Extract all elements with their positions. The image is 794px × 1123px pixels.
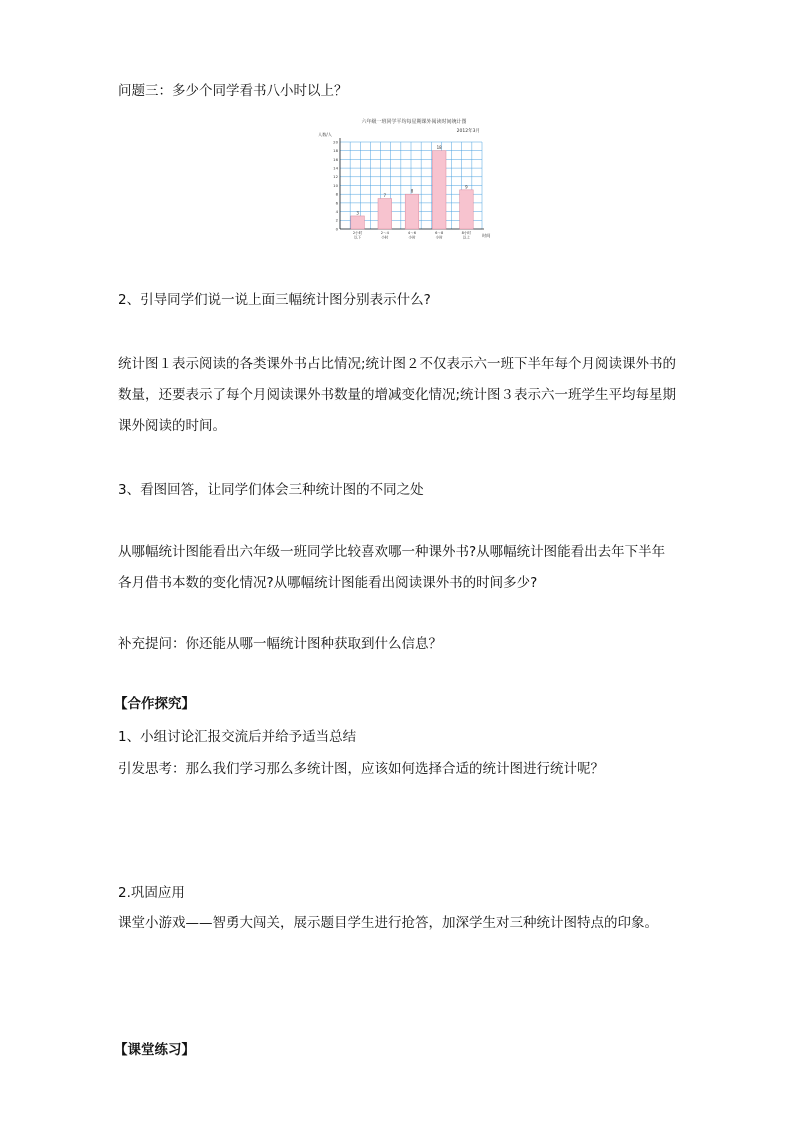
chart-y-tick-label: 4 (335, 209, 338, 214)
chart-y-tick-label: 0 (335, 226, 338, 232)
chart-bar-value-label: 18 (436, 145, 442, 151)
consolidate-heading: 2.巩固应用 (118, 885, 185, 901)
chart-bars (351, 145, 473, 229)
chart-x-tick-label: 6～8 (435, 231, 444, 235)
chart-y-tick-label: 20 (333, 139, 338, 145)
chart-y-tick-label: 18 (333, 148, 338, 154)
chart-bar-value-label: 9 (465, 184, 468, 190)
supplement-question: 补充提问：你还能从哪一幅统计图种获取到什么信息？ (118, 636, 442, 652)
chart-y-tick-label: 12 (333, 174, 338, 180)
chart-x-tick-label: 以上 (462, 235, 470, 240)
chart-y-tick-label: 2 (335, 217, 338, 223)
chart-y-tick-label: 10 (333, 182, 338, 188)
chart-x-tick-label: 2小时 (352, 231, 363, 235)
chart-canvas (314, 116, 496, 246)
chart-x-tick-label: 4～6 (407, 231, 417, 235)
coop-item-one: 1、小组讨论汇报交流后并给予适当总结 (118, 729, 357, 745)
reading-time-bar-chart (314, 116, 496, 246)
classroom-game: 课堂小游戏——智勇大闯关，展示题目学生进行抢答，加深学生对三种统计图特点的印象。 (118, 915, 658, 931)
chart-bar (432, 151, 446, 229)
chart-x-tick-label: 小时 (408, 235, 416, 240)
chart-y-ticks (333, 139, 338, 231)
chart-x-tick-label: 以下 (354, 235, 362, 240)
item-three-question: 从哪幅统计图能看出六年级一班同学比较喜欢哪一种课外书?从哪幅统计图能看出去年下半年各月借书本数的变化情况?从哪幅统计图能看出阅读课外书的时间多少? (118, 544, 666, 591)
section-cooperative-inquiry: 【合作探究】 (114, 696, 195, 712)
chart-y-tick-label: 14 (333, 165, 338, 171)
chart-bar-value-label: 7 (383, 193, 387, 199)
chart-y-axis-label: 人数/人 (318, 132, 332, 137)
section-class-practice: 【课堂练习】 (114, 1042, 195, 1058)
chart-date: 2012年3月 (456, 129, 480, 134)
chart-y-tick-label: 6 (335, 200, 338, 206)
chart-y-tick-label: 8 (335, 191, 338, 197)
chart-y-tick-label: 16 (333, 156, 338, 162)
item-two-answer: 统计图１表示阅读的各类课外书占比情况;统计图２不仅表示六一班下半年每个月阅读课外书的数量，还要表示了每个月阅读课外书数量的增减变化情况;统计图３表示六一班学生平均每星期课外阅读的时间。 (118, 356, 677, 434)
chart-x-tick-label: 8小时 (461, 231, 472, 235)
coop-think: 引发思考：那么我们学习那么多统计图，应该如何选择合适的统计图进行统计呢？ (118, 761, 604, 777)
chart-bar-value-label: 3 (356, 210, 359, 216)
chart-x-axis-label: 时间 (482, 233, 491, 238)
chart-x-tick-label: 小时 (381, 235, 389, 240)
chart-bar (460, 190, 474, 229)
chart-title: 六年级一班同学平均每星期课外阅读时间统计图 (361, 119, 467, 125)
question-three-title: 问题三：多少个同学看书八小时以上？ (118, 83, 348, 99)
chart-bar (405, 194, 419, 229)
chart-x-tick-label: 小时 (435, 235, 443, 240)
item-two: 2、引导同学们说一说上面三幅统计图分别表示什么? (118, 292, 431, 308)
chart-x-tick-label: 2～4 (380, 231, 389, 235)
chart-bar (378, 199, 392, 229)
item-three: 3、看图回答，让同学们体会三种统计图的不同之处 (118, 482, 424, 498)
chart-x-ticks (353, 230, 472, 240)
chart-bar-value-label: 8 (410, 188, 414, 194)
chart-bar (351, 216, 365, 229)
